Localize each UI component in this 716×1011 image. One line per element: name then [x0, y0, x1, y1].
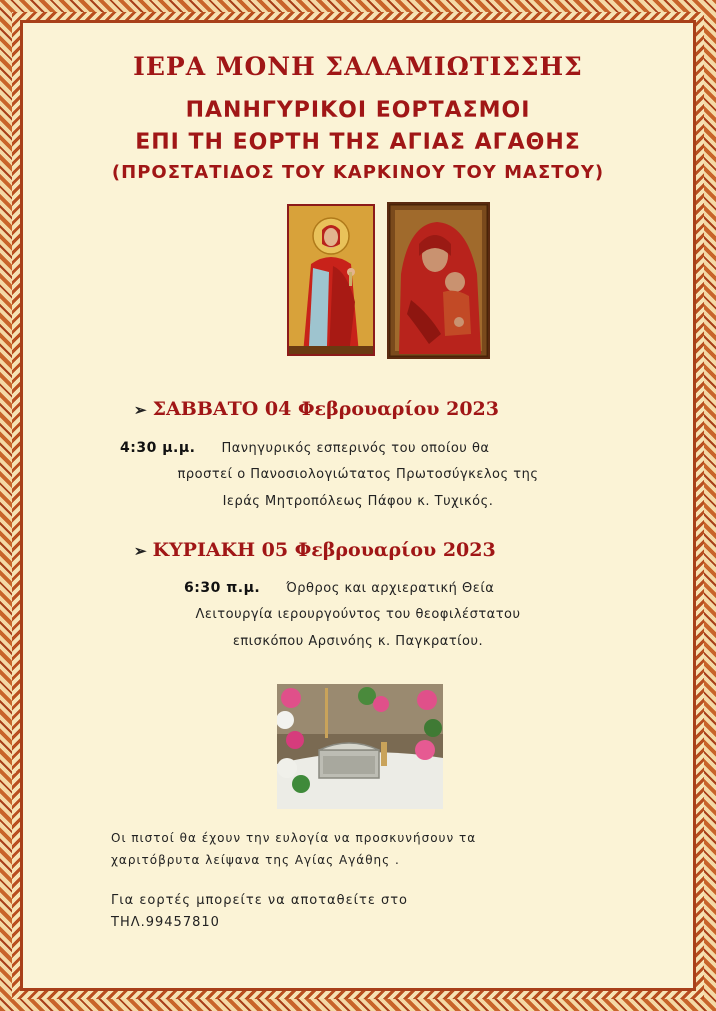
festival-title: ΠΑΝΗΓΥΡΙΚΟΙ ΕΟΡΤΑΣΜΟΙ — [185, 98, 531, 123]
schedule-line — [184, 580, 604, 596]
event-description: Πανηγυρικός εσπερινός του οποίου θα — [221, 441, 490, 456]
event-time: 6:30 π.μ. — [184, 580, 261, 596]
day-heading-sunday — [134, 539, 496, 561]
schedule-line — [120, 440, 610, 456]
arrow-bullet-icon: ➢ — [134, 401, 147, 419]
event-description: Όρθρος και αρχιερατική Θεία — [286, 581, 495, 596]
footer-note: Οι πιστοί θα έχουν την ευλογία να προσκυνήσουν τα — [111, 831, 477, 845]
relic-reliquary-photo — [277, 684, 443, 809]
footer-note: χαριτόβρυτα λείψανα της Αγίας Αγάθης . — [111, 853, 400, 867]
contact-note: Για εορτές μπορείτε να αποταθείτε στο — [111, 893, 408, 908]
feast-subtitle: ΕΠΙ ΤΗ ΕΟΡΤΗ ΤΗΣ ΑΓΙΑΣ ΑΓΑΘΗΣ — [135, 130, 581, 155]
schedule-line: επισκόπου Αρσινόης κ. Παγκρατίου. — [232, 634, 484, 649]
schedule-line: Ιεράς Μητροπόλεως Πάφου κ. Τυχικός. — [222, 494, 494, 509]
event-time: 4:30 μ.μ. — [120, 440, 196, 456]
saint-agatha-icon — [287, 204, 375, 356]
contact-phone: ΤΗΛ.99457810 — [111, 915, 220, 930]
day-heading-text: ΚΥΡΙΑΚΗ 05 Φεβρουαρίου 2023 — [152, 539, 496, 561]
virgin-and-child-icon — [387, 202, 490, 359]
day-heading-text: ΣΑΒΒΑΤΟ 04 Φεβρουαρίου 2023 — [152, 398, 499, 420]
schedule-line: προστεί ο Πανοσιολογιώτατος Πρωτοσύγκελος της — [177, 467, 539, 482]
monastery-title: ΙΕΡΑ ΜΟΝΗ ΣΑΛΑΜΙΩΤΙΣΣΗΣ — [133, 52, 583, 81]
schedule-line: Λειτουργία ιερουργούντος του θεοφιλέστατου — [195, 607, 521, 622]
patron-subtitle: (ΠΡΟΣΤΑΤΙΔΟΣ ΤΟΥ ΚΑΡΚΙΝΟΥ ΤΟΥ ΜΑΣΤΟΥ) — [111, 162, 605, 183]
day-heading-saturday — [134, 398, 499, 420]
arrow-bullet-icon: ➢ — [134, 542, 147, 560]
